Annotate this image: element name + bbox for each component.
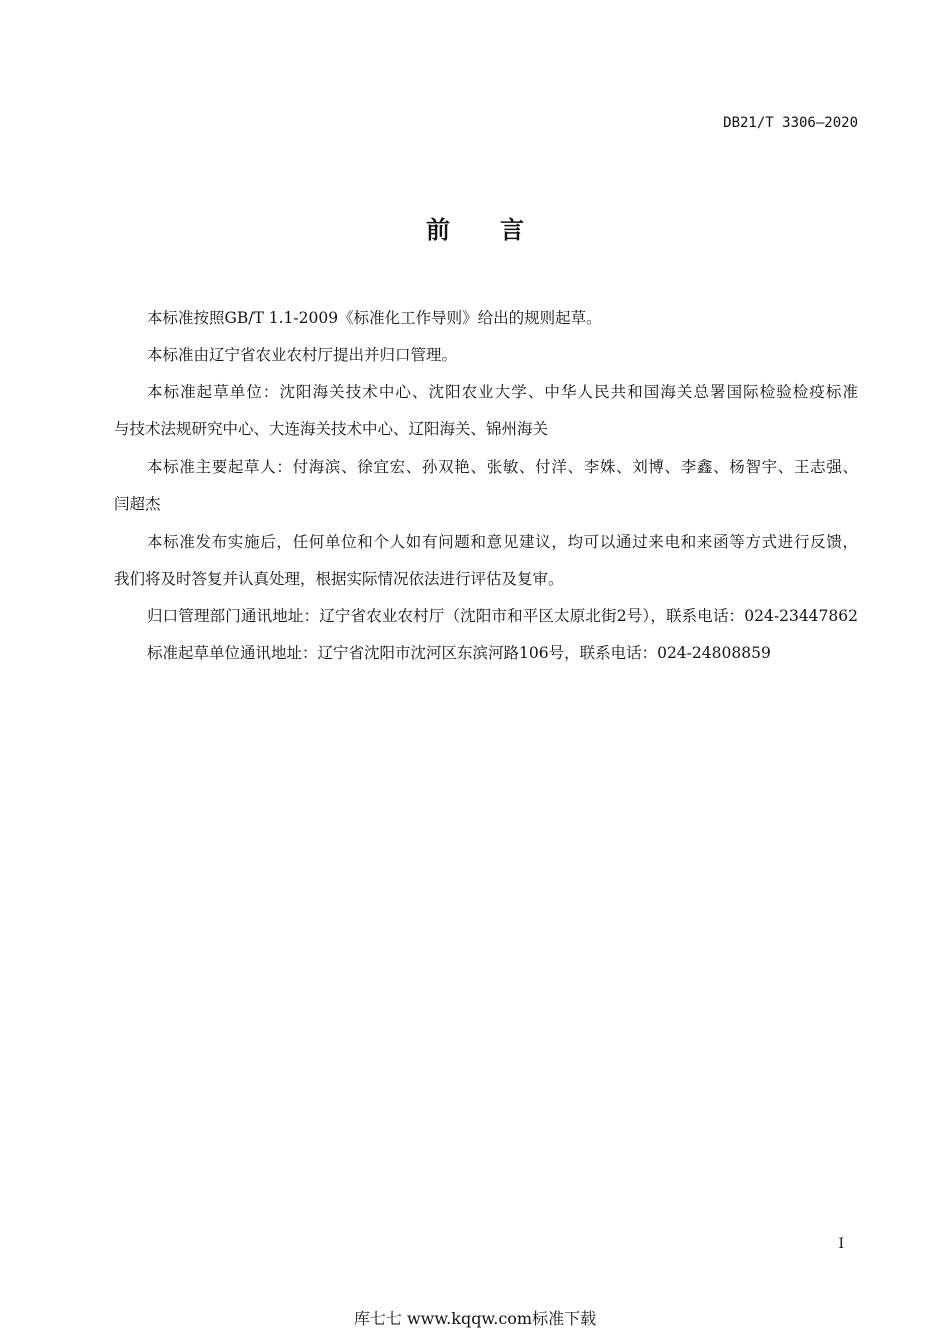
paragraph-proposer: 本标准由辽宁省农业农村厅提出并归口管理。 (147, 346, 458, 364)
paragraph-drafter-address: 标准起草单位通讯地址：辽宁省沈阳市沈河区东滨河路106号，联系电话：024-24808859 (147, 644, 771, 662)
paragraph-drafters: 本标准主要起草人：付海滨、徐宜宏、孙双艳、张敏、付洋、李姝、刘博、李鑫、杨智宇、王志强、 (147, 458, 858, 476)
standard-code: DB21/T 3306—2020 (723, 115, 858, 131)
page-number: I (838, 1236, 844, 1252)
paragraph-feedback-cont: 我们将及时答复并认真处理，根据实际情况依法进行评估及复审。 (114, 570, 564, 588)
paragraph-drafting-units: 本标准起草单位：沈阳海关技术中心、沈阳农业大学、中华人民共和国海关总署国际检验检疫标准 (147, 383, 858, 401)
paragraph-drafters-cont: 闫超杰 (114, 495, 161, 513)
paragraph-drafting-rules: 本标准按照GB/T 1.1-2009《标准化工作导则》给出的规则起草。 (147, 309, 602, 327)
paragraph-admin-address: 归口管理部门通讯地址：辽宁省农业农村厅（沈阳市和平区太原北街2号），联系电话：024-23447862 (147, 607, 858, 625)
page-title: 前言 (426, 216, 574, 244)
paragraph-drafting-units-cont: 与技术法规研究中心、大连海关技术中心、辽阳海关、锦州海关 (114, 420, 549, 438)
footer-watermark: 库七七 www.kqqw.com标准下载 (353, 1309, 597, 1328)
paragraph-feedback: 本标准发布实施后，任何单位和个人如有问题和意见建议，均可以通过来电和来函等方式进行反馈， (147, 533, 858, 551)
